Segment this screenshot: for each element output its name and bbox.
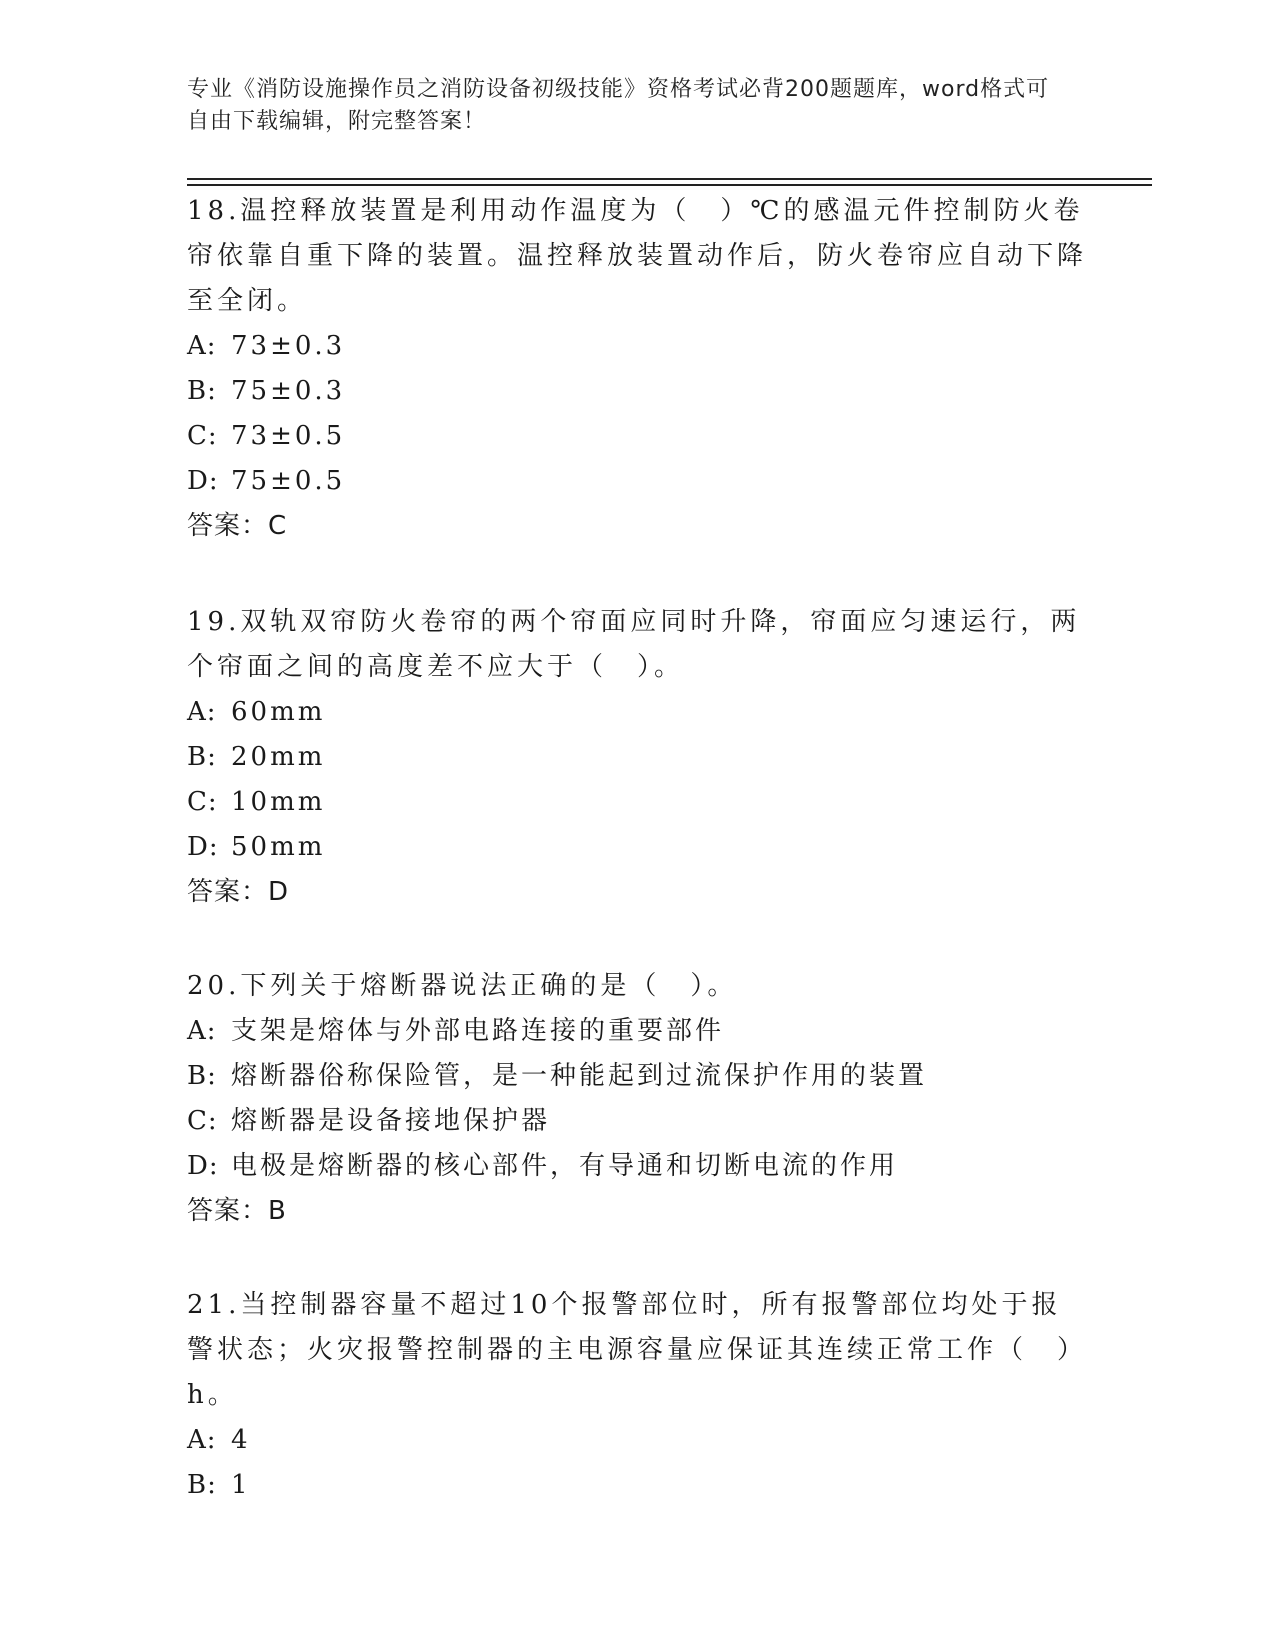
option-letter: A: xyxy=(187,1016,217,1046)
option-d xyxy=(187,1144,1087,1189)
option-b xyxy=(187,1463,1087,1508)
option-text: 熔断器是设备接地保护器 xyxy=(231,1106,551,1136)
option-letter: B: xyxy=(187,1470,217,1500)
option-a xyxy=(187,690,1087,735)
option-letter: A: xyxy=(187,697,217,727)
document-intro: 专业《消防设施操作员之消防设备初级技能》资格考试必背200题题库，word格式可自由下载编辑，附完整答案！ xyxy=(187,77,1050,134)
option-letter: D: xyxy=(187,466,219,496)
option-text: 60mm xyxy=(231,697,326,727)
question-text: 当控制器容量不超过10个报警部位时，所有报警部位均处于报警状态；火灾报警控制器的主电源容量应保证其连续正常工作（ ）h。 xyxy=(187,1290,1088,1410)
option-text: 10mm xyxy=(231,787,326,817)
option-letter: A: xyxy=(187,1425,217,1455)
question-text: 温控释放装置是利用动作温度为（ ）℃的感温元件控制防火卷帘依靠自重下降的装置。温控释放装置动作后，防火卷帘应自动下降至全闭。 xyxy=(187,196,1088,316)
option-text: 电极是熔断器的核心部件，有导通和切断电流的作用 xyxy=(231,1151,899,1181)
option-text: 75±0.5 xyxy=(231,466,346,496)
question-number: 19. xyxy=(187,607,241,637)
option-letter: C: xyxy=(187,421,218,451)
question-stem xyxy=(187,189,1087,324)
option-b xyxy=(187,735,1087,780)
question-stem xyxy=(187,600,1087,690)
option-letter: B: xyxy=(187,376,217,406)
option-letter: C: xyxy=(187,787,218,817)
option-text: 1 xyxy=(231,1470,251,1500)
question-18 xyxy=(187,189,1087,549)
option-text: 20mm xyxy=(231,742,326,772)
option-letter: D: xyxy=(187,832,219,862)
option-a xyxy=(187,1009,1087,1054)
option-b xyxy=(187,369,1087,414)
question-number: 18. xyxy=(187,196,241,226)
answer-line: 答案：C xyxy=(187,511,288,541)
answer-line: 答案：D xyxy=(187,877,290,907)
option-text: 75±0.3 xyxy=(231,376,346,406)
option-c xyxy=(187,414,1087,459)
option-c xyxy=(187,1099,1087,1144)
question-stem xyxy=(187,964,1087,1009)
question-20 xyxy=(187,964,1087,1234)
header-rule-bottom xyxy=(187,184,1152,186)
option-text: 73±0.5 xyxy=(231,421,346,451)
option-a xyxy=(187,324,1087,369)
option-text: 73±0.3 xyxy=(231,331,346,361)
question-number: 20. xyxy=(187,971,241,1001)
option-b xyxy=(187,1054,1087,1099)
option-a xyxy=(187,1418,1087,1463)
option-d xyxy=(187,825,1087,870)
option-c xyxy=(187,780,1087,825)
answer-line: 答案：B xyxy=(187,1196,287,1226)
option-d xyxy=(187,459,1087,504)
question-number: 21. xyxy=(187,1290,241,1320)
header-rule-top xyxy=(187,178,1152,180)
question-21 xyxy=(187,1283,1087,1508)
question-text: 下列关于熔断器说法正确的是（ ）。 xyxy=(240,971,738,1001)
option-text: 50mm xyxy=(231,832,326,862)
question-19 xyxy=(187,600,1087,915)
option-letter: B: xyxy=(187,742,217,772)
question-stem xyxy=(187,1283,1087,1418)
option-text: 熔断器俗称保险管，是一种能起到过流保护作用的装置 xyxy=(231,1061,928,1091)
option-letter: B: xyxy=(187,1061,217,1091)
option-letter: D: xyxy=(187,1151,219,1181)
question-text: 双轨双帘防火卷帘的两个帘面应同时升降，帘面应匀速运行，两个帘面之间的高度差不应大于（ ）。 xyxy=(187,607,1081,682)
option-text: 4 xyxy=(231,1425,251,1455)
option-letter: A: xyxy=(187,331,217,361)
option-text: 支架是熔体与外部电路连接的重要部件 xyxy=(231,1016,725,1046)
option-letter: C: xyxy=(187,1106,218,1136)
